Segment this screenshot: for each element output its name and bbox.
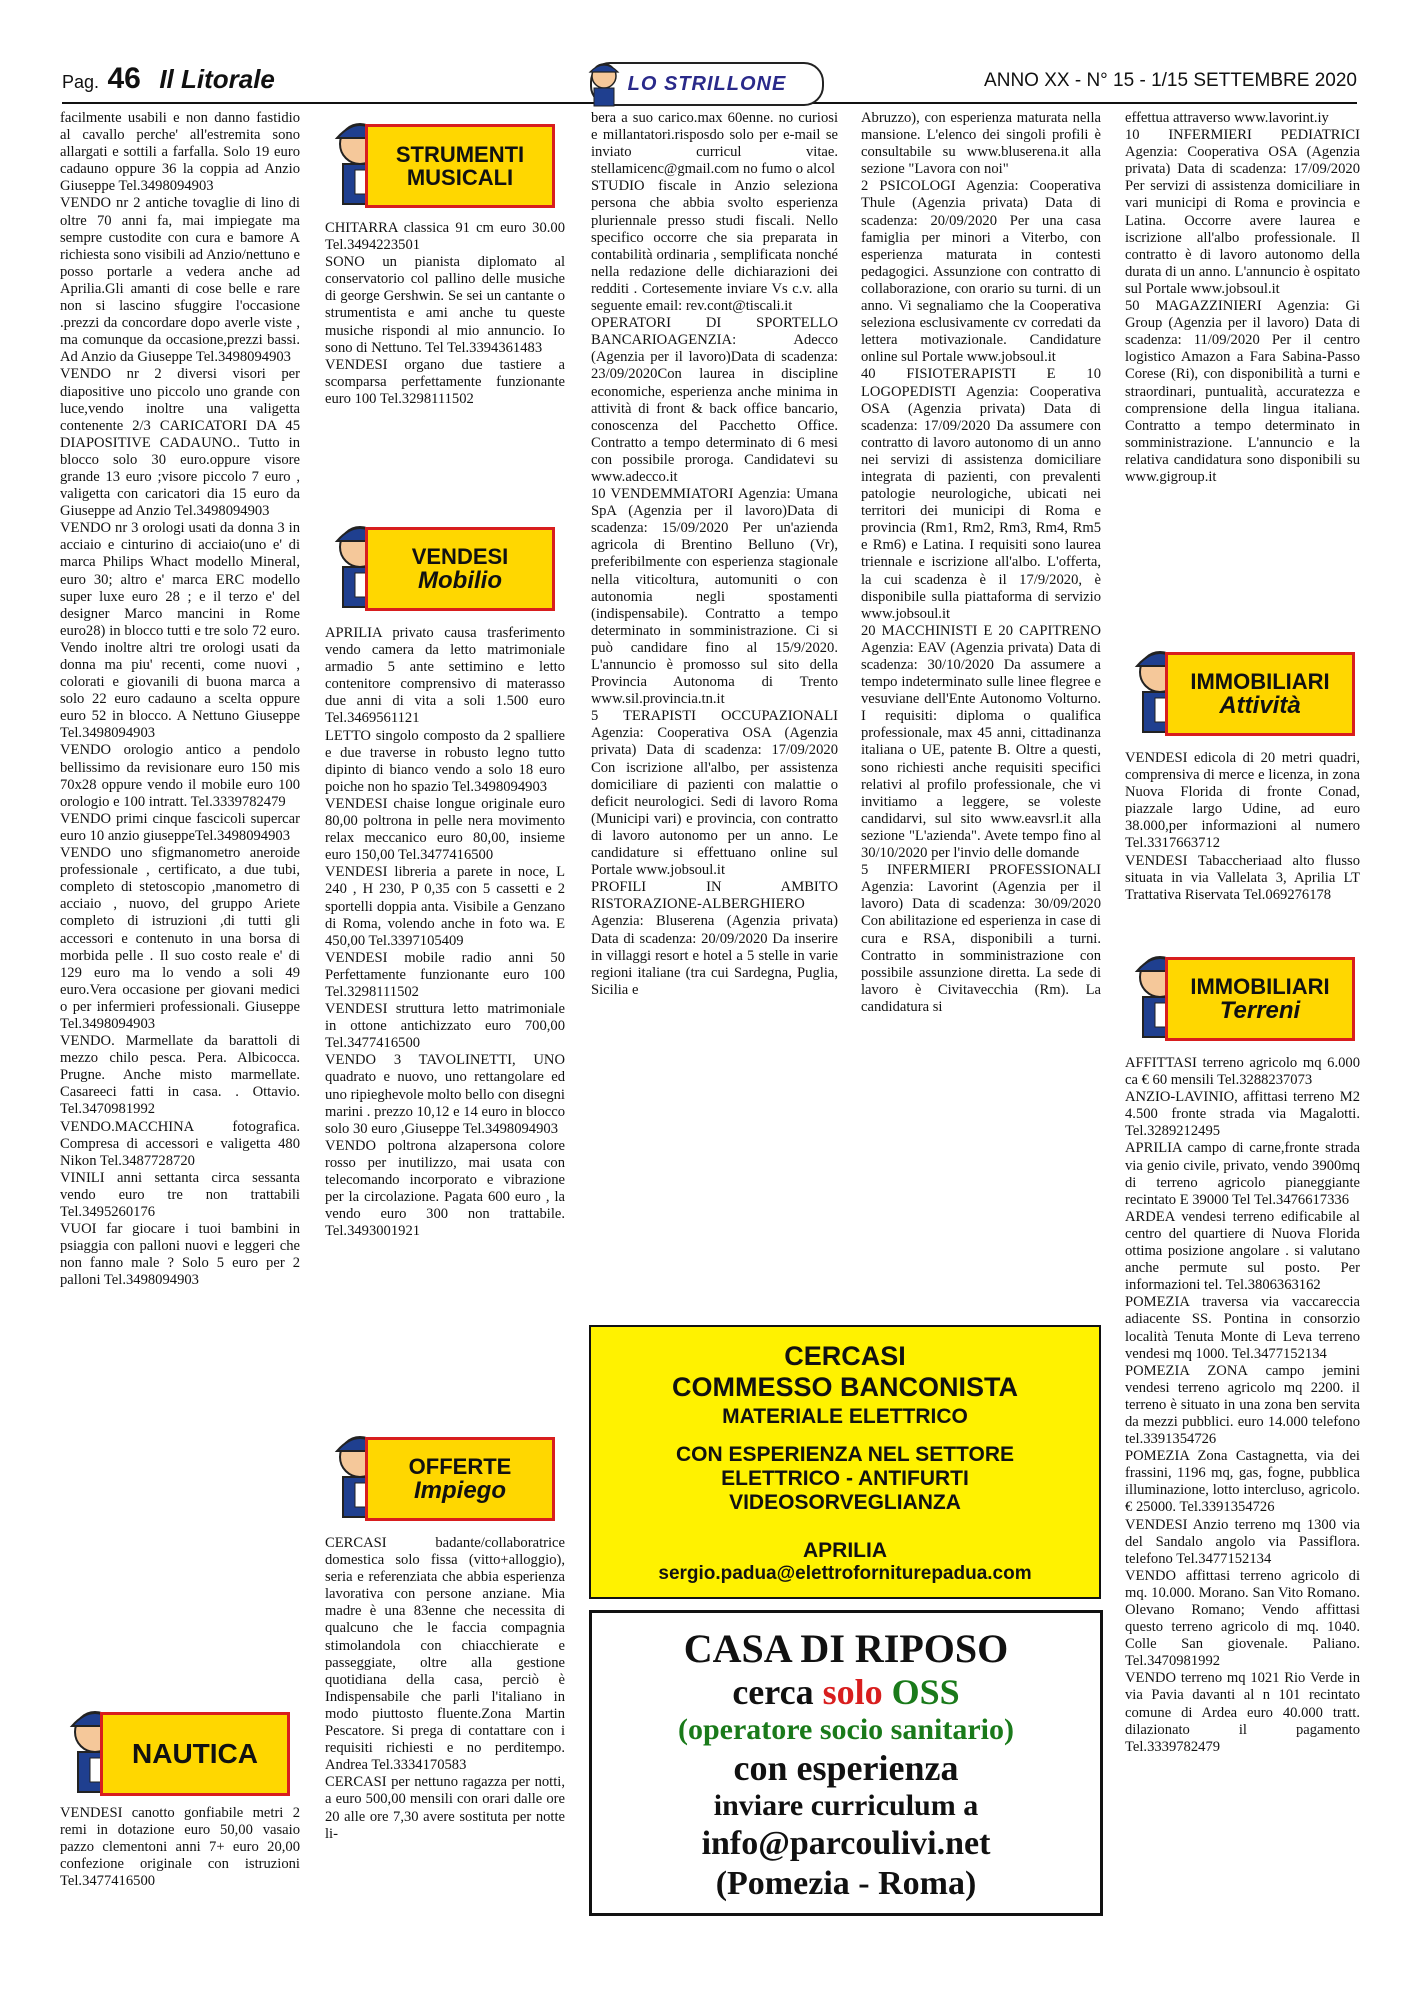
classified-ad: bera a suo carico.max 60enne. no curiosi e millantatori.risposdo solo per e-mail se inviato curricul vitae. stellamicenc@gmail.com no fumo o alcol xyxy=(591,110,838,178)
publication-title: Il Litorale xyxy=(159,64,275,94)
lo-strillone-logo xyxy=(590,62,824,106)
column-4 xyxy=(861,110,1101,1016)
classified-ad: STUDIO fiscale in Anzio seleziona persona che abbia svolto esperienza pluriennale presso studi fiscali. Nello specifico occorre che sia preparata in contabilità ordinaria , semplificata nonché nella redazione delle dichiarazioni dei redditi . Cortesemente inviare Vs c.v. alla seguente email: rev.cont@tiscali.it xyxy=(591,178,838,315)
page-info xyxy=(62,62,275,96)
classified-ad: ARDEA vendesi terreno edificabile al centro del quartiere di Nuova Florida ottima posizione angolare . si valutano anche permute sul posto. Per informazioni tel. Tel.3806363162 xyxy=(1125,1208,1360,1294)
classified-ad: VENDO.MACCHINA fotografica. Compresa di accessori e valigetta 480 Nikon Tel.3487728720 xyxy=(60,1118,300,1169)
classified-ad: CERCASI badante/collaboratrice domestica solo fissa (vitto+alloggio), seria e referenziata che abbia esperienza lavorativa con persone anziane. Mia madre è una 83enne che necessita di qualcuno che le faccia compagnia stimolandola con chiacchierate e passeggiate, oltre alla gestione quotidiana della casa, perciò è Indispensabile che parli l'italiano in modo piuttosto fluente.Zona Martin Pescatore. Si prega di contattare con i requisiti richiesti e no perditempo. Andrea Tel.3334170583 xyxy=(325,1535,565,1774)
page-header xyxy=(62,58,1357,104)
ad-requirement: CON ESPERIENZA NEL SETTORE xyxy=(676,1443,1014,1466)
ad-location: APRILIA xyxy=(803,1539,887,1562)
classified-ad: 10 INFERMIERI PEDIATRICI Agenzia: Cooperativa OSA (Agenzia privata) Data di scadenza: 17/09/2020 Per servizi di assistenza domiciliare in vari municipi di Roma e provincia e Latina. Occorre avere laurea e iscrizione all'albo professionale. Il contratto è di lavoro autonomo della durata di un anno. L'annuncio è ospitato sul Portale www.jobsoul.it xyxy=(1125,127,1360,297)
classified-ad: VENDESI organo due tastiere a scomparsa perfettamente funzionante euro 100 Tel.3298111502 xyxy=(325,356,565,407)
column-1-nautica xyxy=(60,1805,300,1890)
classified-ad: VENDESI Tabaccheriaad alto flusso situata in via Vallelata 3, Aprilia LT Trattativa Riservata Tel.069276178 xyxy=(1125,852,1360,903)
job-ad-commesso-banconista xyxy=(589,1325,1101,1599)
section-header-nautica xyxy=(60,1700,290,1800)
classified-ad: VENDO terreno mq 1021 Rio Verde in via Pavia davanti al n 101 recintato comune di Ardea euro 40.000 tratt. dilazionato il pagamento Tel.3339782479 xyxy=(1125,1670,1360,1755)
ad-subtitle xyxy=(592,1672,1100,1712)
ad-requirement: VIDEOSORVEGLIANZA xyxy=(729,1491,961,1514)
ad-subtitle-role: OSS xyxy=(891,1672,960,1712)
classified-ad: VENDO affittasi terreno agricolo di mq. 10.000. Morano. San Vito Romano. Olevano Romano; Vendo affittasi questo terreno agricolo di mq. 1040. Colle San giovenale. Paliano. Tel.3470981992 xyxy=(1125,1567,1360,1670)
classified-ad: APRILIA campo di carne,fronte strada via genio civile, privato, vendo 3900mq di terreno agricolo pianeggiante recintato E 39000 Tel Tel.3476617336 xyxy=(1125,1140,1360,1208)
classified-ad: OPERATORI DI SPORTELLO BANCARIOAGENZIA: Adecco (Agenzia per il lavoro)Data di scadenza: 23/09/2020Con laurea in discipline economiche, esperienza anche minima in attività di front & back office bancario, conoscenza del Pacchetto Office. Contratto a tempo determinato di 6 mesi con possibile proroga. Candidatevi su www.adecco.it xyxy=(591,315,838,485)
classified-ad: 5 INFERMIERI PROFESSIONALI Agenzia: Lavorint (Agenzia per il lavoro) Data di scadenza: 30/09/2020 Con abilitazione ed esperienza in case di cura e RSA, disponibili a turni. Contratto in somministrazione con possibile assunzione diretta. La sede di lavoro è Civitavecchia (Rm). La candidatura si xyxy=(861,862,1101,1015)
section-title-line1: STRUMENTI xyxy=(395,141,525,167)
column-1 xyxy=(60,110,300,1289)
classified-ad: VENDESI libreria a parete in noce, L 240 , H 230, P 0,35 con 5 cassetti e 2 sportelli doppia anta. Visibile a Genzano di Roma, volendo anche in foto wa. E 450,00 Tel.3397105409 xyxy=(325,864,565,949)
column-2 xyxy=(325,220,565,408)
classified-ad: VENDO poltrona alzapersona colore rosso per inutilizzo, mai usata con telecomando incorporato e vibrazione per la circolazione. Pagata 600 euro , la vendo euro 300 non trattabile. Tel.3493001921 xyxy=(325,1137,565,1240)
column-5 xyxy=(1125,110,1360,486)
section-header-vendesi-mobilio xyxy=(325,515,555,615)
classified-ad: 40 FISIOTERAPISTI E 10 LOGOPEDISTI Agenzia: Cooperativa OSA (Agenzia privata) Data di scadenza: 17/09/2020 Da assumere con contratto di lavoro autonomo di un anno nei servizi di assistenza domiciliare integrata di pazienti, con prevalenti patologie neurologiche, ubicati nei territori dei municipi di Roma e provincia (Rm1, Rm2, Rm3, Rm4, Rm5 e Rm6) e Latina. I requisiti sono laurea triennale e iscrizione all'albo. L'offerta, la cui scadenza è il 17/9/2020, è disponibile sulla piattaforma di servizio www.jobsoul.it xyxy=(861,366,1101,622)
classified-ad: ANZIO-LAVINIO, affittasi terreno M2 4.500 fronte strada via Magalotti. Tel.3289212495 xyxy=(1125,1089,1360,1140)
section-header-offerte-impiego xyxy=(325,1425,555,1525)
column-2-mobilio xyxy=(325,625,565,1240)
classified-ad: 5 TERAPISTI OCCUPAZIONALI Agenzia: Cooperativa OSA (Agenzia privata) Data di scadenza: 17/09/2020 Con iscrizione all'albo, per assistenza domiciliare di pazienti con malattie o deficit neurologici. Sedi di lavoro Roma (Municipi vari) e provincia, con contratto di lavoro autonomo per un anno. Le candidature si effettuano online sul Portale www.jobsoul.it xyxy=(591,708,838,879)
classified-ad: VENDESI mobile radio anni 50 Perfettamente funzionante euro 100 Tel.3298111502 xyxy=(325,949,565,1000)
issue-info: ANNO XX - N° 15 - 1/15 SETTEMBRE 2020 xyxy=(984,70,1357,91)
newsboy-mascot-icon xyxy=(582,58,626,108)
classified-ad: VENDESI struttura letto matrimoniale in ottone antichizzato euro 700,00 Tel.3477416500 xyxy=(325,1001,565,1052)
classified-ad: POMEZIA Zona Castagnetta, via dei frassini, 1196 mq, gas, fogne, pubblica illuminazione, lotto intercluso, agricolo. € 25000. Tel.3391354726 xyxy=(1125,1448,1360,1516)
classified-ad: VENDESI chaise longue originale euro 80,00 poltrona in pelle nera movimento relax meccanico euro 80,00, insieme euro 150,00 Tel.3477416500 xyxy=(325,795,565,864)
ad-location: (Pomezia - Roma) xyxy=(715,1865,977,1902)
section-title-line1: IMMOBILIARI xyxy=(1190,668,1330,694)
section-title-line2: Attività xyxy=(1219,691,1301,719)
classified-ad: VENDESI canotto gonfiabile metri 2 remi in dotazione euro 50,00 vasaio pazzo clementoni anni 7+ euro 20,00 confezione originale con istruzioni Tel.3477416500 xyxy=(60,1805,300,1890)
page-label: Pag. xyxy=(62,72,100,92)
classified-ad: VENDO. Marmellate da barattoli di mezzo chilo pesca. Pera. Albicocca. Prugne. Anche misto marmellate. Casareeci fatti in casa. . Ottavio. Tel.3470981992 xyxy=(60,1033,300,1118)
section-header-immobiliari-attivita xyxy=(1125,640,1355,740)
column-5-attivita xyxy=(1125,750,1360,904)
section-title-line2: Terreni xyxy=(1219,996,1301,1024)
classified-ad: PROFILI IN AMBITO RISTORAZIONE-ALBERGHIERO Agenzia: Bluserena (Agenzia privata) Data di scadenza: 20/09/2020 Da inserire in villaggi resort e hotel a 5 stelle in varie regioni italiane (tra cui Sardegna, Puglia, Sicilia e xyxy=(591,879,838,998)
classified-ad: VENDO uno sfigmanometro aneroide professionale , certificato, a due tubi, completo di stetoscopio ,manometro di acciaio , nuovo, del gruppo Ariete completo di istruzioni ,di tutti gli accessori e contenuto in una borsa di morbida pelle . Il suo costo reale e' di 129 euro ma lo vendo a soli 49 euro.Vera occasione per giovani medici o per infermieri professionali. Giuseppe Tel.3498094903 xyxy=(60,845,300,1032)
section-title-line2: MUSICALI xyxy=(406,165,514,190)
classified-ad: VENDO nr 3 orologi usati da donna 3 in acciaio e cinturino di acciaio(uno e' di marca Philips Whact modello Mineral, euro 30; altro e' marca ERC modello super luxe euro 28 ; e il terzo e' del designer Marco mancini in Rome euro28) in blocco tutti e tre solo 72 euro. Vendo inoltre altri tre orologi usati da donna ma piu' recenti, come nuovi , colorati e giovanili di buona marca a solo 22 euro cadauno a scelta oppure euro 52 in blocco. A Nettuno Giuseppe Tel.3498094903 xyxy=(60,520,300,742)
section-title-line1: OFFERTE xyxy=(408,1453,512,1479)
classified-ad: Abruzzo), con esperienza maturata nella mansione. L'elenco dei singoli profili è consultabile su www.bluserena.it alla sezione "Lavora con noi" xyxy=(861,110,1101,178)
column-3 xyxy=(591,110,838,999)
column-5-terreni xyxy=(1125,1055,1360,1756)
ad-instruction: inviare curriculum a xyxy=(713,1789,979,1822)
section-title-line2: Mobilio xyxy=(418,566,502,594)
ad-subtitle-highlight: solo xyxy=(822,1672,883,1712)
ad-subtitle-word: cerca xyxy=(732,1672,814,1712)
section-title: NAUTICA xyxy=(132,1738,258,1770)
column-2-impiego xyxy=(325,1535,565,1843)
classified-ad: VENDO orologio antico a pendolo bellissimo da revisionare euro 150 mis 70x28 oppure vendo il mobile euro 100 orologio e 100 intratt. Tel.3339782479 xyxy=(60,742,300,810)
classified-ad: 2 PSICOLOGI Agenzia: Cooperativa Thule (Agenzia privata) Data di scadenza: 20/09/2020 Per una casa famiglia per minori a Viterbo, con esperienza maturata in contesti pedagogici. Assunzione con contratto di collaborazione, con orario su turni. di un anno. Vi segnaliamo che la Cooperativa seleziona esclusivamente cv corredati da lettera motivazionale. Candidature online sul Portale www.jobsoul.it xyxy=(861,178,1101,366)
ad-role: COMMESSO BANCONISTA xyxy=(671,1372,1018,1402)
classified-ad: facilmente usabili e non danno fastidio al cavallo perche' all'estremita sono allargati e sottili a farfalla. Solo 19 euro cadauno oppure 36 la coppia ad Anzio Giuseppe Tel.3498094903 xyxy=(60,110,300,195)
classified-ad: 50 MAGAZZINIERI Agenzia: Gi Group (Agenzia per il lavoro) Data di scadenza: 11/09/2020 Per il centro logistico Amazon a Fara Sabina-Passo Corese (Ri), con disponibilità a turni e straordinari, puntualità, accuratezza e comprensione della lingua italiana. Contratto a tempo determinato in somministrazione. L'annuncio e la relativa candidatura sono disponibili su www.gigroup.it xyxy=(1125,298,1360,485)
classified-ad: SONO un pianista diplomato al conservatorio col pallino delle musiche di george Gershwin. Se sei un cantante o strumentista e ami anche tu queste musiche rispondi al mio annuncio. Io sono di Nettuno. Tel Tel.3394361483 xyxy=(325,254,565,356)
ad-requirement: ELETTRICO - ANTIFURTI xyxy=(721,1467,969,1490)
classified-ad: VENDO primi cinque fascicoli supercar euro 10 anzio giuseppeTel.3498094903 xyxy=(60,810,300,844)
logo-text: LO STRILLONE xyxy=(627,72,787,95)
ad-email[interactable]: sergio.padua@elettroforniturepadua.com xyxy=(658,1563,1032,1584)
classified-ad: VENDO 3 TAVOLINETTI, UNO quadrato e nuovo, uno rettangolare ed uno ripieghevole molto bello con disegni marini . prezzo 10,12 e 14 euro in blocco solo 30 euro ,Giuseppe Tel.3498094903 xyxy=(325,1052,565,1137)
classified-ad: 20 MACCHINISTI E 20 CAPITRENO Agenzia: EAV (Agenzia privata) Data di scadenza: 30/10/2020 Da assumere a tempo indeterminato sulle linee flegree e vesuviane dell'Ente Autonomo Volturno. I requisiti: diploma o qualifica professionale, max 45 anni, cittadinanza italiana o UE, patente B. Oltre a questi, sono richiesti anche requisiti specifici relativi al profilo professionale, che vi invitiamo a leggere, se voleste candidarvi, sul sito www.eavsrl.it alla sezione "L'azienda". Avete tempo fino al 30/10/2020 per l'invio delle domande xyxy=(861,622,1101,862)
section-title-line1: VENDESI xyxy=(411,543,509,569)
section-title-line1: IMMOBILIARI xyxy=(1190,973,1330,999)
ad-field: MATERIALE ELETTRICO xyxy=(722,1405,968,1428)
ad-email[interactable]: info@parcoulivi.net xyxy=(701,1825,991,1862)
job-ad-casa-di-riposo xyxy=(589,1610,1103,1916)
ad-role-desc: (operatore socio sanitario) xyxy=(677,1713,1015,1746)
classified-ad: CHITARRA classica 91 cm euro 30.00 Tel.3494223501 xyxy=(325,220,565,254)
classified-ad: VINILI anni settanta circa sessanta vendo euro tre non trattabili Tel.3495260176 xyxy=(60,1169,300,1220)
classified-ad: LETTO singolo composto da 2 spalliere e due traverse in robusto legno tutto dipinto di bianco vendo a solo 18 euro poiche non ho spazio Tel.3498094903 xyxy=(325,727,565,795)
classified-ad: CERCASI per nettuno ragazza per notti, a euro 500,00 mensili con orari dalle ore 20 alle ore 7,30 avere sostituta per notte li- xyxy=(325,1774,565,1842)
classified-ad: POMEZIA ZONA campo jemini vendesi terreno agricolo mq 2200. il terreno è situato in una zona ben servita da mezzi pubblici. euro 14.000 telefono tel.3391354726 xyxy=(1125,1362,1360,1448)
classified-ad: VENDESI edicola di 20 metri quadri, comprensiva di merce e licenza, in zona Nuova Florida di fronte Conad, piazzale largo Udine, ad euro 38.000,per informazioni al numero Tel.3317663712 xyxy=(1125,750,1360,852)
classified-ad: 10 VENDEMMIATORI Agenzia: Umana SpA (Agenzia per il lavoro)Data di scadenza: 15/09/2020 Per un'azienda agricola di Brentino Belluno (Vr), preferibilmente con esperienza stagionale nella viticoltura, automuniti o con autonomia negli spostamenti (indispensabile). Contratto a tempo determinato in somministrazione. Ci si può candidare fino al 15/9/2020. L'annuncio è promosso sul sito della Provincia Autonoma di Trento www.sil.provincia.tn.it xyxy=(591,486,838,708)
section-header-strumenti-musicali xyxy=(325,112,555,212)
classified-ad: AFFITTASI terreno agricolo mq 6.000 ca € 60 mensili Tel.3288237073 xyxy=(1125,1055,1360,1089)
classified-ad: effettua attraverso www.lavorint.iy xyxy=(1125,110,1329,126)
ad-headline: CASA DI RIPOSO xyxy=(683,1626,1009,1671)
ad-headline: CERCASI xyxy=(784,1341,906,1371)
section-title-line2: Impiego xyxy=(413,1476,506,1504)
classified-ad: VUOI far giocare i tuoi bambini in psiaggia con palloni nuovi e leggeri che non fanno male ? Solo 5 euro per 2 palloni Tel.3498094903 xyxy=(60,1221,300,1289)
page-number: 46 xyxy=(107,62,141,95)
ad-requirement: con esperienza xyxy=(733,1748,959,1788)
section-header-immobiliari-terreni xyxy=(1125,945,1355,1045)
classified-ad: VENDO nr 2 antiche tovaglie di lino di oltre 70 anni fa, mai impiegate ma sempre custodite con cura e bamore A richiesta sono visibili ad Anzio/nettuno e posso portarle a vedera anche ad Aprilia.Gli amanti di cose belle e rare non si lascino sfuggire l'occasione .prezzi da concordare dopo averle viste , ma comunque da occasione,prezzi bassi. Ad Anzio da Giuseppe Tel.3498094903 xyxy=(60,195,300,366)
classified-ad: APRILIA privato causa trasferimento vendo camera da letto matrimoniale armadio 5 ante settimino e letto contenitore comprensivo di materasso due anni di vita a soli 1.500 euro Tel.3469561121 xyxy=(325,625,565,727)
classified-ad: POMEZIA traversa via vaccareccia adiacente SS. Pontina in consorzio località Tenuta Monte di Leva terreno vendesi mq 1000. Tel.3477152134 xyxy=(1125,1294,1360,1362)
classified-ad: VENDO nr 2 diversi visori per diapositive uno piccolo uno grande con luce,vendo inoltre una valigetta contenente 2/3 CARICATORI DA 45 DIAPOSITIVE CADAUNO.. Tutto in blocco solo 30 euro.oppure visore grande 13 euro ;visore piccolo 7 euro , valigetta con caricatori dia 15 euro da Giuseppe ad Anzio Tel.3498094903 xyxy=(60,366,300,520)
classified-ad: VENDESI Anzio terreno mq 1300 via del Sandalo angolo via Passiflora. telefono Tel.3477152134 xyxy=(1125,1516,1360,1567)
